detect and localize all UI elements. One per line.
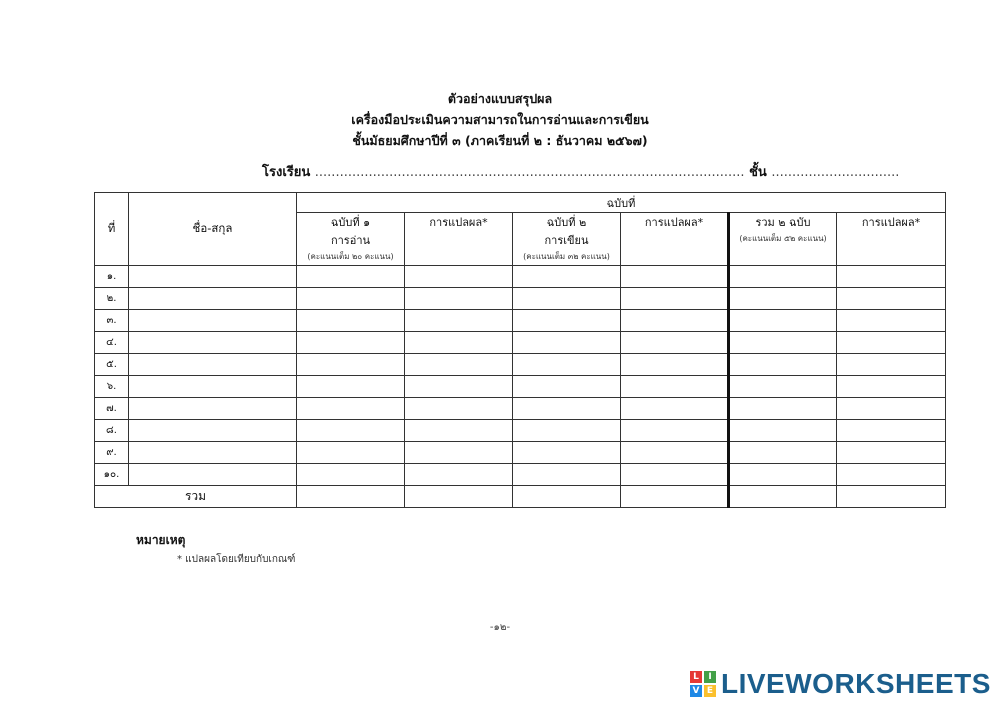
row-number: ๓.: [95, 310, 129, 332]
row-number: ๕.: [95, 354, 129, 376]
table-row: [95, 332, 946, 354]
test1-score-cell[interactable]: [297, 354, 405, 376]
test1-score-cell[interactable]: [297, 398, 405, 420]
summary-table: [94, 192, 946, 508]
test2-interp-cell[interactable]: [621, 310, 729, 332]
test1-score-cell[interactable]: [297, 464, 405, 486]
test2-score-cell[interactable]: [513, 288, 621, 310]
name-cell[interactable]: [129, 288, 297, 310]
total-cell[interactable]: [405, 486, 513, 508]
test1-score-cell[interactable]: [297, 266, 405, 288]
test1-interp-cell[interactable]: [405, 288, 513, 310]
test1-title: ฉบับที่ ๑: [330, 216, 371, 229]
sum-interp-cell[interactable]: [837, 376, 946, 398]
header-sum-interp: [837, 213, 946, 266]
name-cell[interactable]: [129, 398, 297, 420]
table-row: [95, 310, 946, 332]
test2-subtitle: การเขียน: [544, 234, 589, 247]
test2-full-score: (คะแนนเต็ม ๓๒ คะแนน): [523, 252, 610, 261]
row-number: ๑.: [95, 266, 129, 288]
total-label: รวม: [95, 486, 297, 508]
sum-interp-cell[interactable]: [837, 354, 946, 376]
test1-interp-cell[interactable]: [405, 332, 513, 354]
test1-full-score: (คะแนนเต็ม ๒๐ คะแนน): [307, 252, 394, 261]
test2-score-cell[interactable]: [513, 332, 621, 354]
table-row: [95, 266, 946, 288]
test2-interp-cell[interactable]: [621, 288, 729, 310]
test2-score-cell[interactable]: [513, 376, 621, 398]
sum-interp-cell[interactable]: [837, 420, 946, 442]
test2-interp-cell[interactable]: [621, 420, 729, 442]
name-cell[interactable]: [129, 354, 297, 376]
test1-interp-cell[interactable]: [405, 266, 513, 288]
row-number: ๔.: [95, 332, 129, 354]
logo-tile: I: [704, 671, 716, 683]
class-label: ชั้น: [749, 165, 767, 180]
title-line-1: ตัวอย่างแบบสรุปผล: [447, 91, 553, 106]
title-line-3: ชั้นมัธยมศึกษาปีที่ ๓ (ภาคเรียนที่ ๒ : ธันวาคม ๒๕๖๗): [352, 133, 648, 148]
header-group: ฉบับที่: [297, 193, 946, 213]
name-cell[interactable]: [129, 310, 297, 332]
sum-interp-cell[interactable]: [837, 266, 946, 288]
logo-tile: E: [704, 685, 716, 697]
name-cell[interactable]: [129, 442, 297, 464]
total-row: [95, 486, 946, 508]
school-class-line: [262, 161, 899, 182]
test1-score-cell[interactable]: [297, 310, 405, 332]
table-row: [95, 398, 946, 420]
test2-score-cell[interactable]: [513, 310, 621, 332]
table-row: [95, 442, 946, 464]
total-cell[interactable]: [837, 486, 946, 508]
row-number: ๑๐.: [95, 464, 129, 486]
test2-score-cell[interactable]: [513, 442, 621, 464]
school-label: โรงเรียน: [262, 165, 311, 180]
table-row: [95, 376, 946, 398]
row-number: ๒.: [95, 288, 129, 310]
sum-score-cell[interactable]: [729, 288, 837, 310]
table-row: [95, 288, 946, 310]
total-cell[interactable]: [621, 486, 729, 508]
test1-interp-cell[interactable]: [405, 464, 513, 486]
sum-interp-cell[interactable]: [837, 398, 946, 420]
test2-score-cell[interactable]: [513, 398, 621, 420]
sum-score-cell[interactable]: [729, 464, 837, 486]
header-name: ชื่อ-สกุล: [129, 193, 297, 266]
test2-interp-cell[interactable]: [621, 464, 729, 486]
sum-score-cell[interactable]: [729, 266, 837, 288]
page-number: -๑๒-: [489, 622, 511, 633]
total-cell[interactable]: [729, 486, 837, 508]
title-line-2: เครื่องมือประเมินความสามารถในการอ่านและการเขียน: [351, 112, 649, 127]
test1-interp-cell[interactable]: [405, 420, 513, 442]
name-cell[interactable]: [129, 420, 297, 442]
school-blank: ........................................................................................................: [314, 165, 745, 180]
header-test1-interp: [405, 213, 513, 266]
test2-title: ฉบับที่ ๒: [546, 216, 587, 229]
header-test1: [297, 213, 405, 266]
sum-full-score: (คะแนนเต็ม ๕๒ คะแนน): [739, 234, 827, 243]
test2-score-cell[interactable]: [513, 420, 621, 442]
test1-subtitle: การอ่าน: [330, 234, 371, 247]
liveworksheets-brand[interactable]: [690, 668, 991, 700]
test2-score-cell[interactable]: [513, 354, 621, 376]
test2-score-cell[interactable]: [513, 266, 621, 288]
sum-score-cell[interactable]: [729, 354, 837, 376]
sum-score-cell[interactable]: [729, 398, 837, 420]
name-cell[interactable]: [129, 332, 297, 354]
row-number: ๙.: [95, 442, 129, 464]
total-cell[interactable]: [297, 486, 405, 508]
sum-interp-cell[interactable]: [837, 288, 946, 310]
table-row: [95, 354, 946, 376]
sum-interp-cell[interactable]: [837, 442, 946, 464]
test1-interp-cell[interactable]: [405, 376, 513, 398]
class-blank: ...............................: [771, 165, 900, 180]
test2-interp-cell[interactable]: [621, 376, 729, 398]
header-sum: [729, 213, 837, 266]
test1-interp-cell[interactable]: [405, 354, 513, 376]
sum-interp-cell[interactable]: [837, 464, 946, 486]
header-test2-interp: [621, 213, 729, 266]
test2-interp-cell[interactable]: [621, 442, 729, 464]
sum-score-cell[interactable]: [729, 332, 837, 354]
name-cell[interactable]: [129, 266, 297, 288]
test1-score-cell[interactable]: [297, 376, 405, 398]
student-rows: [95, 266, 946, 486]
test1-score-cell[interactable]: [297, 420, 405, 442]
sum-score-cell[interactable]: [729, 442, 837, 464]
sum-interp-cell[interactable]: [837, 310, 946, 332]
test1-score-cell[interactable]: [297, 288, 405, 310]
interp-label: การแปลผล*: [861, 216, 921, 229]
test2-score-cell[interactable]: [513, 464, 621, 486]
interp-label: การแปลผล*: [429, 216, 488, 229]
brand-text: LIVEWORKSHEETS: [721, 668, 991, 699]
test1-interp-cell[interactable]: [405, 310, 513, 332]
test2-interp-cell[interactable]: [621, 332, 729, 354]
name-cell[interactable]: [129, 376, 297, 398]
sum-score-cell[interactable]: [729, 420, 837, 442]
test1-score-cell[interactable]: [297, 442, 405, 464]
row-number: ๗.: [95, 398, 129, 420]
liveworksheets-logo-icon: [690, 671, 716, 697]
notes-text: * แปลผลโดยเทียบกับเกณฑ์: [177, 554, 296, 565]
header-test2: [513, 213, 621, 266]
interp-label: การแปลผล*: [644, 216, 704, 229]
sum-score-cell[interactable]: [729, 310, 837, 332]
sum-title: รวม ๒ ฉบับ: [755, 216, 811, 229]
header-no: ที่: [95, 193, 129, 266]
sum-score-cell[interactable]: [729, 376, 837, 398]
document-title-block: [0, 88, 1000, 151]
total-cell[interactable]: [513, 486, 621, 508]
test2-interp-cell[interactable]: [621, 398, 729, 420]
row-number: ๖.: [95, 376, 129, 398]
name-cell[interactable]: [129, 464, 297, 486]
row-number: ๘.: [95, 420, 129, 442]
logo-tile: V: [690, 685, 702, 697]
test1-interp-cell[interactable]: [405, 442, 513, 464]
test1-score-cell[interactable]: [297, 332, 405, 354]
test2-interp-cell[interactable]: [621, 266, 729, 288]
table-row: [95, 420, 946, 442]
logo-tile: L: [690, 671, 702, 683]
test1-interp-cell[interactable]: [405, 398, 513, 420]
table-row: [95, 464, 946, 486]
test2-interp-cell[interactable]: [621, 354, 729, 376]
sum-interp-cell[interactable]: [837, 332, 946, 354]
notes-title: หมายเหตุ: [136, 533, 186, 547]
